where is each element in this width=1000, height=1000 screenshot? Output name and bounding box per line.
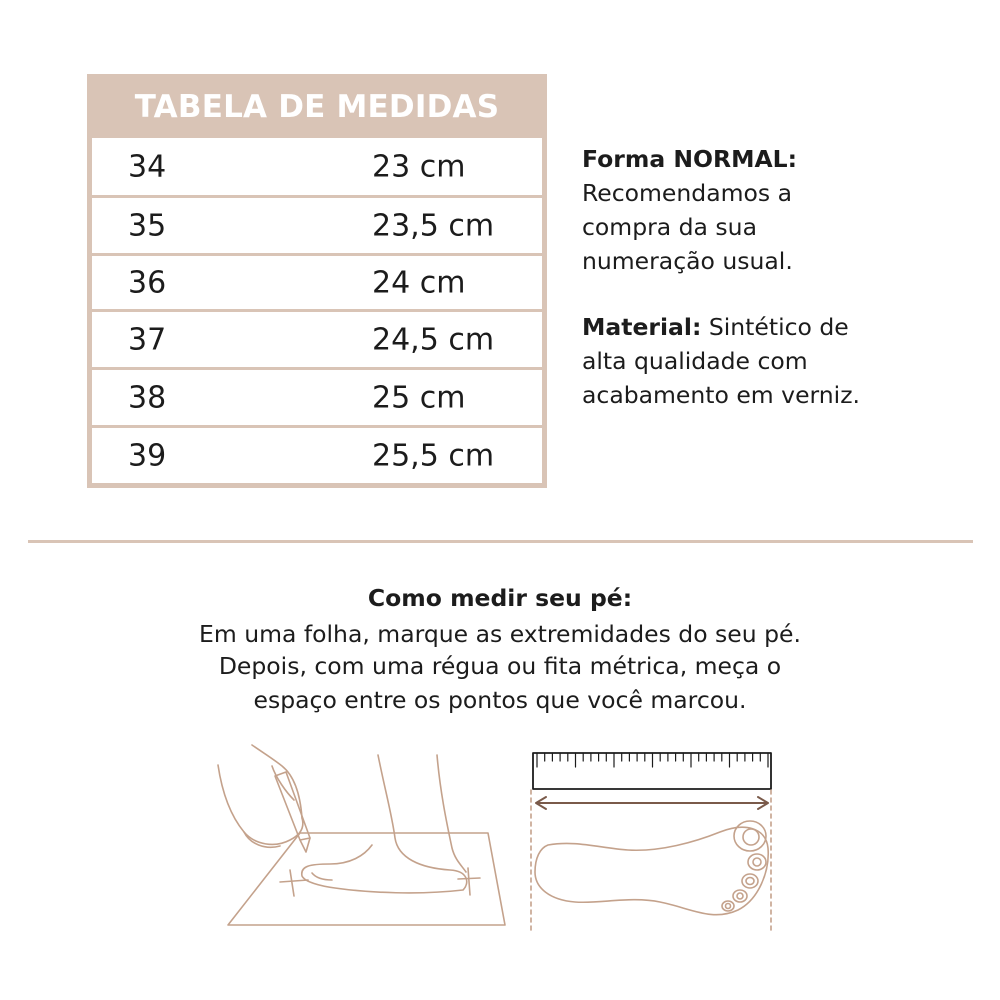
material-line: acabamento em verniz. [582,381,861,409]
forma-label: Forma NORMAL: [582,145,798,173]
material-text: Sintético de [701,313,849,341]
length-cell: 24,5 cm [372,322,495,357]
table-row [92,138,542,195]
forma-line: Recomendamos a [582,179,792,207]
howto-line: Depois, com uma régua ou fita métrica, meça o [218,652,782,680]
forma-info [582,142,797,278]
howto-title: Como medir seu pé: [367,584,633,612]
length-cell: 23,5 cm [372,208,495,243]
size-cell: 37 [128,322,167,357]
forma-line: numeração usual. [582,247,793,275]
material-line: alta qualidade com [582,347,808,375]
material-label: Material: [582,313,702,341]
table-row [92,428,542,483]
table-row [92,256,542,309]
table-row [92,198,542,253]
length-cell: 24 cm [372,265,466,300]
size-cell: 34 [128,149,167,184]
table-header: TABELA DE MEDIDAS [134,89,500,125]
section-divider [28,540,973,543]
foot-marking-illustration [218,745,505,925]
size-table [87,74,547,488]
length-cell: 23 cm [372,149,466,184]
howto-line: espaço entre os pontos que você marcou. [253,686,747,714]
howto-line: Em uma folha, marque as extremidades do seu pé. [199,620,801,648]
length-cell: 25 cm [372,380,466,415]
foot-ruler-illustration [531,753,771,930]
forma-line: compra da sua [582,213,757,241]
size-cell: 38 [128,380,167,415]
size-cell: 35 [128,208,167,243]
size-cell: 36 [128,265,167,300]
table-row [92,370,542,425]
table-row [92,312,542,367]
length-cell: 25,5 cm [372,438,495,473]
size-cell: 39 [128,438,167,473]
material-info [582,310,860,412]
illustrations [0,730,1000,970]
